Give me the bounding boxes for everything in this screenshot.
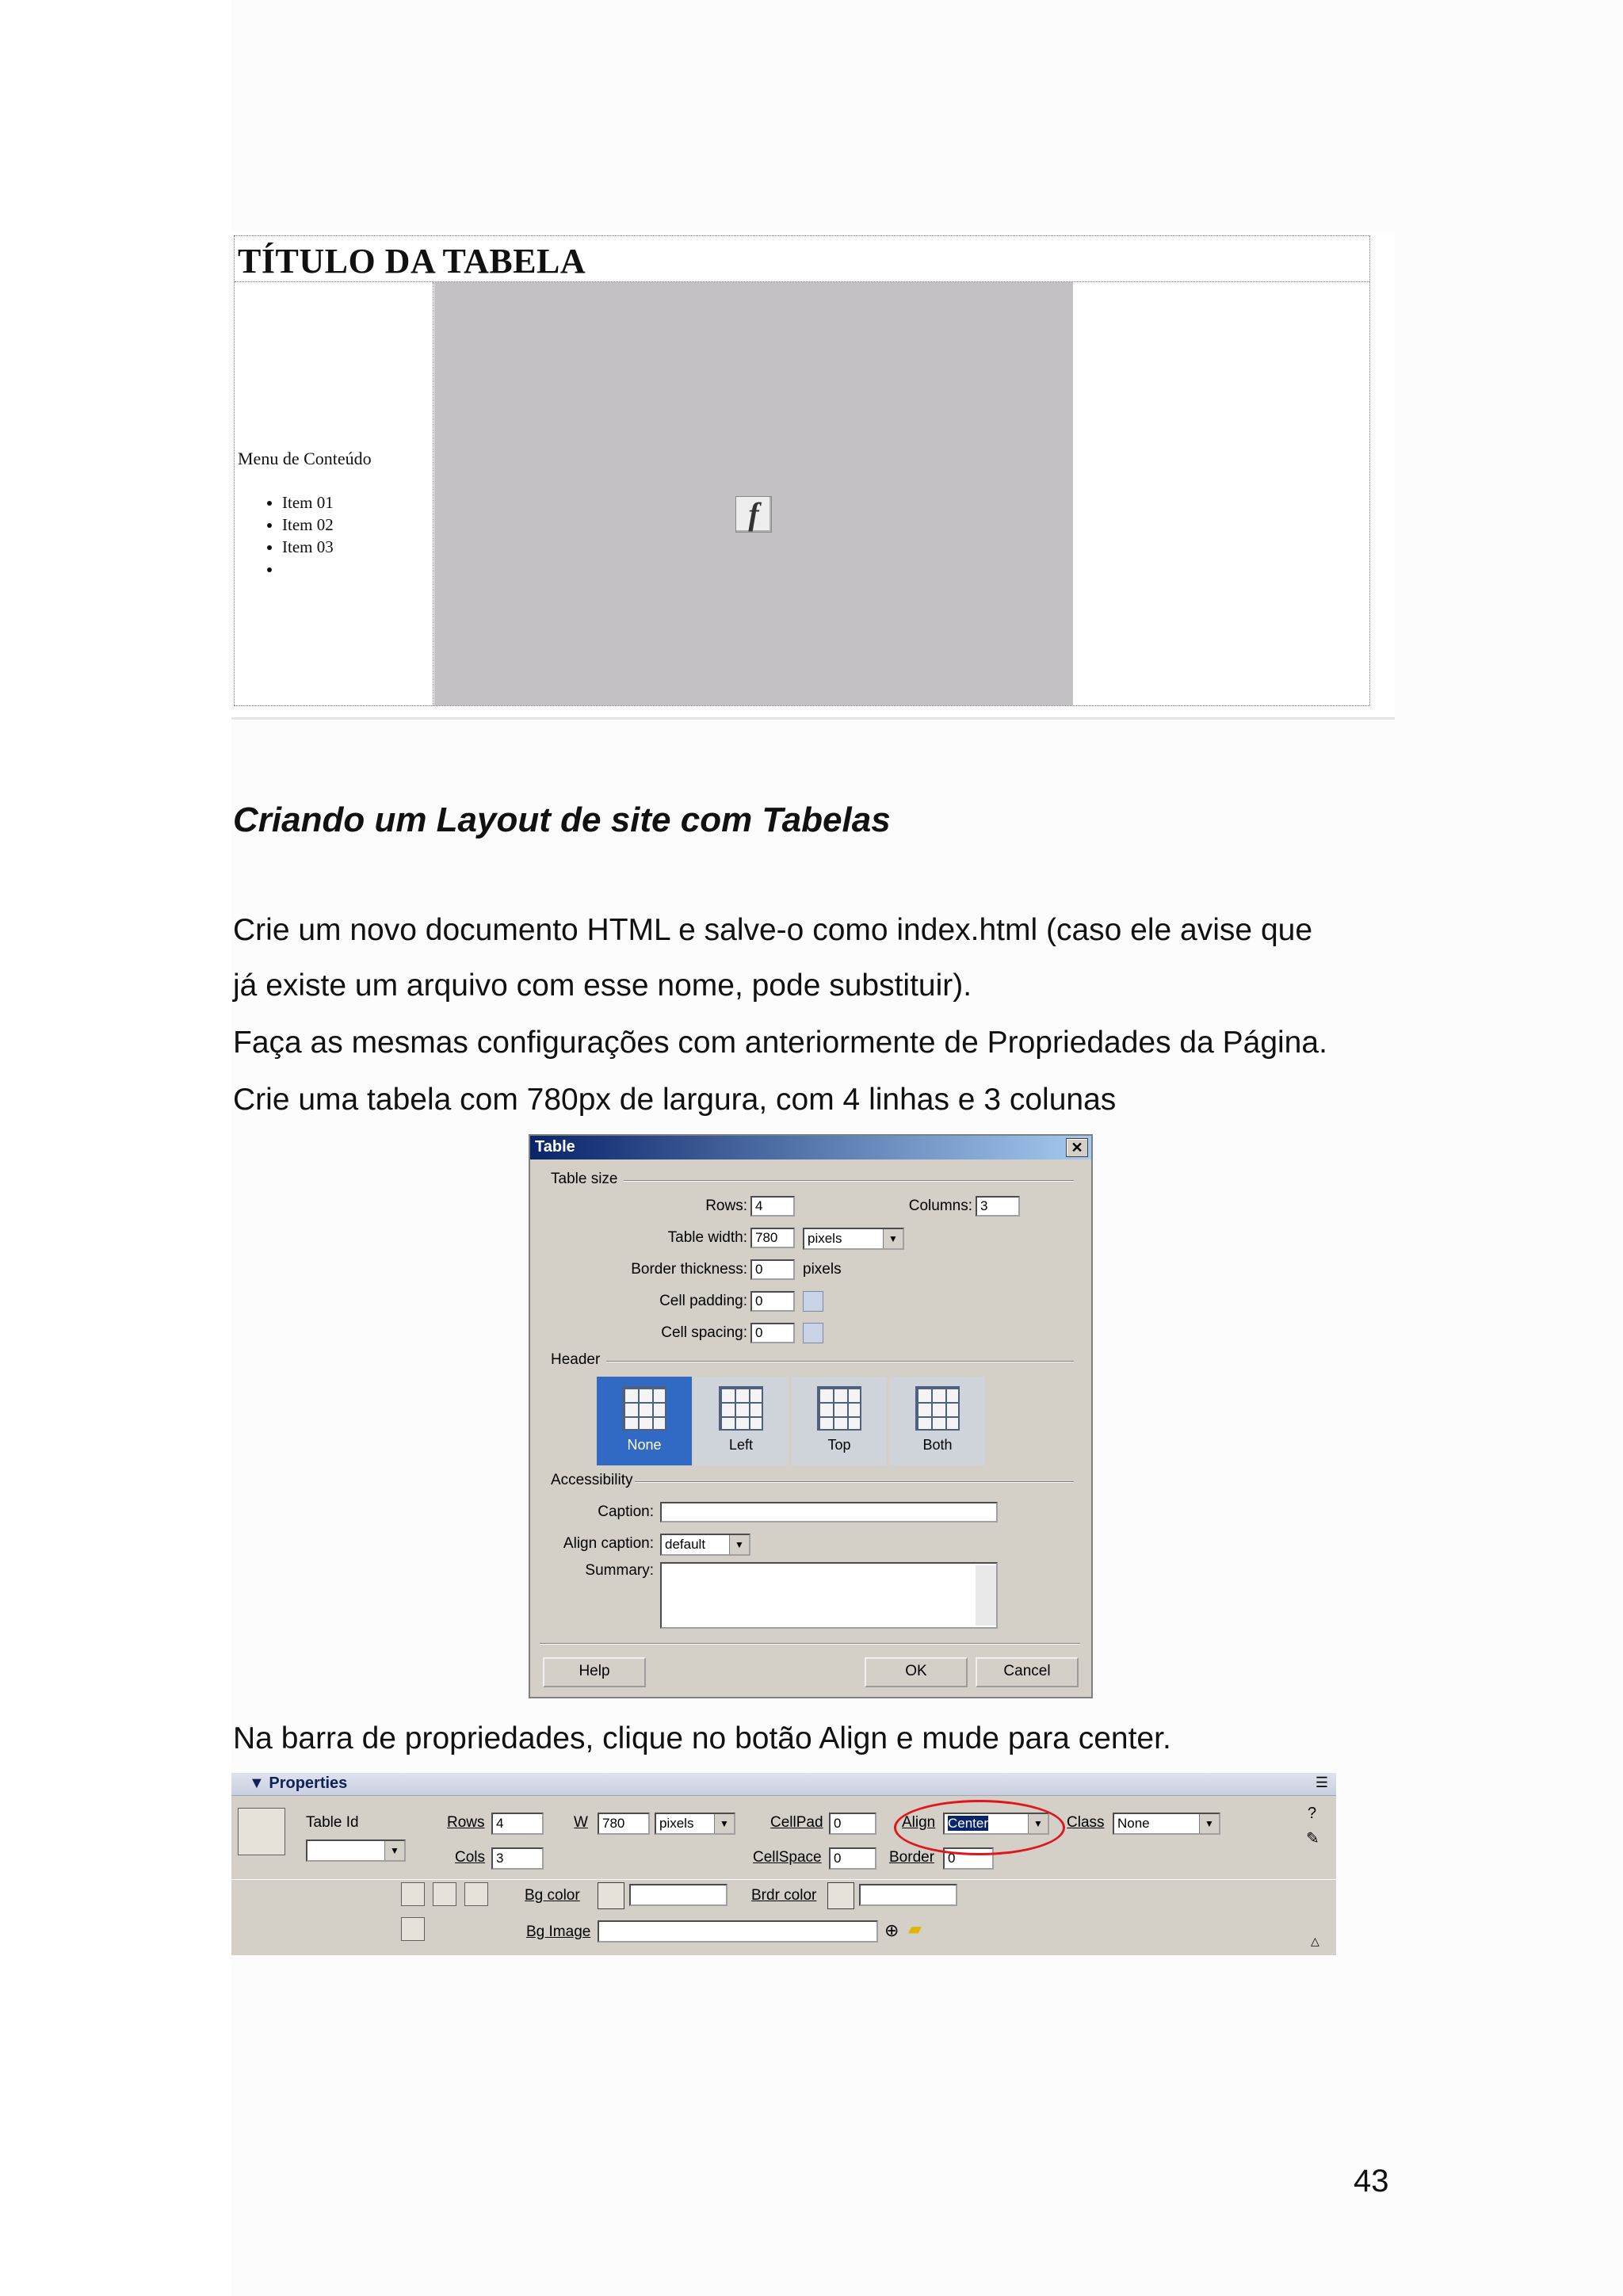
cell-spacing-field[interactable]: 0 (750, 1323, 795, 1343)
menu-item: • Item 02 (282, 514, 334, 536)
flash-placeholder (434, 282, 1073, 705)
flash-icon: f (735, 496, 772, 533)
chevron-down-icon[interactable]: ▼ (1199, 1814, 1219, 1833)
convert-width-percent-icon[interactable] (464, 1882, 488, 1906)
brdr-color-swatch[interactable] (827, 1882, 854, 1909)
border-thickness-label: Border thickness: (631, 1261, 747, 1278)
align-caption-value: default (665, 1537, 706, 1552)
header-option-label: None (627, 1437, 662, 1453)
menu-item: • Item 03 (282, 536, 334, 558)
cellspace-field[interactable]: 0 (829, 1847, 876, 1870)
folder-icon[interactable]: ▰ (908, 1919, 922, 1939)
chevron-down-icon[interactable]: ▼ (883, 1229, 903, 1248)
summary-textarea[interactable] (660, 1562, 998, 1629)
options-menu-icon[interactable]: ☰ (1315, 1775, 1328, 1790)
align-caption-label: Align caption: (563, 1535, 654, 1552)
table-id-select[interactable] (306, 1839, 406, 1862)
menu-item (282, 558, 334, 580)
table-none-icon (622, 1386, 666, 1431)
border-field[interactable]: 0 (943, 1847, 994, 1870)
table-left-icon (719, 1386, 763, 1431)
properties-header[interactable] (231, 1773, 1336, 1796)
edit-icon[interactable]: ✎ (1306, 1830, 1319, 1847)
collapse-icon[interactable]: △ (1311, 1935, 1319, 1947)
cell-spacing-icon (803, 1323, 823, 1343)
cancel-button[interactable]: Cancel (976, 1657, 1079, 1687)
w-unit-value: pixels (659, 1816, 694, 1831)
header-top-option[interactable] (792, 1377, 887, 1465)
brdr-color-label: Brdr color (751, 1887, 817, 1904)
width-unit-value: pixels (808, 1231, 842, 1246)
dialog-titlebar (530, 1136, 1091, 1159)
table-width-field[interactable]: 780 (750, 1228, 795, 1248)
columns-label: Columns: (908, 1198, 972, 1214)
paragraph-line: Faça as mesmas configurações com anteriormente de Propriedades da Página. (233, 1026, 1327, 1060)
header-option-label: Both (922, 1437, 953, 1453)
cell-padding-field[interactable]: 0 (750, 1291, 795, 1312)
cols-label: Cols (455, 1849, 486, 1866)
properties-title: ▼ Properties (249, 1775, 348, 1792)
table-size-label: Table size (551, 1171, 618, 1187)
paragraph-line: Crie uma tabela com 780px de largura, com 4 linhas e 3 colunas (233, 1083, 1117, 1117)
align-caption-select[interactable] (660, 1534, 750, 1556)
cellpad-field[interactable]: 0 (829, 1813, 876, 1835)
menu-list (266, 491, 334, 580)
divider (624, 1180, 1074, 1182)
rows-label: Rows: (705, 1198, 747, 1214)
chevron-down-icon[interactable]: ▼ (729, 1535, 749, 1554)
layout-table (234, 235, 1370, 706)
close-icon[interactable]: ✕ (1066, 1138, 1088, 1157)
summary-label: Summary: (585, 1562, 654, 1579)
caption-label: Caption: (598, 1503, 654, 1520)
clear-height-icon[interactable] (401, 1882, 425, 1906)
clear-width-icon[interactable] (401, 1917, 425, 1941)
header-option-label: Left (728, 1437, 754, 1453)
table-top-icon (817, 1386, 861, 1431)
caption-field[interactable] (660, 1502, 998, 1522)
divider (606, 1361, 1074, 1362)
paragraph-line: já existe um arquivo com esse nome, pode substituir). (233, 968, 972, 1003)
convert-width-pixels-icon[interactable] (433, 1882, 456, 1906)
target-icon[interactable]: ⊕ (884, 1920, 899, 1940)
header-option-label: Top (827, 1437, 851, 1453)
align-label: Align (902, 1814, 936, 1831)
chevron-down-icon[interactable]: ▼ (1028, 1814, 1048, 1833)
cell-padding-icon (803, 1291, 823, 1312)
instruction-text: Na barra de propriedades, clique no botão Align e mude para center. (233, 1721, 1171, 1755)
w-field[interactable]: 780 (598, 1813, 650, 1835)
section-heading: Criando um Layout de site com Tabelas (233, 800, 891, 839)
bg-color-field[interactable] (629, 1884, 727, 1906)
class-select[interactable] (1113, 1813, 1220, 1835)
header-left-option[interactable] (693, 1377, 789, 1465)
table-id-label: Table Id (306, 1814, 359, 1831)
accessibility-label: Accessibility (551, 1472, 633, 1488)
class-label: Class (1067, 1814, 1105, 1831)
properties-panel (231, 1773, 1336, 1955)
divider (540, 1643, 1080, 1645)
header-label: Header (551, 1351, 601, 1368)
table-icon (238, 1808, 285, 1855)
bg-color-swatch[interactable] (598, 1882, 624, 1909)
rows-label: Rows (447, 1814, 485, 1831)
cellspace-label: CellSpace (753, 1849, 822, 1866)
rows-field[interactable]: 4 (491, 1813, 544, 1835)
divider (635, 1481, 1074, 1483)
ok-button[interactable]: OK (865, 1657, 968, 1687)
cell-padding-label: Cell padding: (659, 1293, 747, 1309)
border-unit-label: pixels (803, 1261, 842, 1278)
cell-spacing-label: Cell spacing: (661, 1324, 747, 1341)
chevron-down-icon[interactable]: ▼ (384, 1841, 404, 1860)
header-both-option[interactable] (890, 1377, 985, 1465)
border-label: Border (889, 1849, 935, 1866)
design-view-screenshot (231, 232, 1395, 720)
bg-image-label: Bg Image (526, 1924, 591, 1940)
table-dialog (529, 1134, 1093, 1698)
paragraph-line: Crie um novo documento HTML e salve-o como index.html (caso ele avise que (233, 913, 1313, 947)
border-thickness-field[interactable]: 0 (750, 1259, 795, 1280)
bg-image-field[interactable] (598, 1920, 878, 1943)
summary-scrollbar[interactable] (976, 1565, 996, 1626)
chevron-down-icon[interactable]: ▼ (714, 1814, 734, 1833)
bg-color-label: Bg color (525, 1887, 580, 1904)
help-icon[interactable]: ? (1308, 1805, 1317, 1822)
dialog-title: Table (535, 1138, 575, 1156)
brdr-color-field[interactable] (859, 1884, 957, 1906)
page-number: 43 (1354, 2164, 1389, 2199)
align-value: Center (948, 1816, 989, 1831)
header-none-option[interactable] (597, 1377, 692, 1465)
w-unit-select[interactable] (655, 1813, 735, 1835)
menu-label: Menu de Conteúdo (238, 449, 372, 468)
rows-field[interactable]: 4 (750, 1196, 795, 1217)
columns-field[interactable]: 3 (976, 1196, 1020, 1217)
table-width-label: Table width: (667, 1229, 747, 1246)
cellpad-label: CellPad (770, 1814, 823, 1831)
table-both-icon (915, 1386, 960, 1431)
menu-cell (235, 282, 433, 705)
divider (231, 1879, 1336, 1880)
class-value: None (1117, 1816, 1150, 1831)
properties-title-text: Properties (269, 1775, 348, 1792)
menu-item: • Item 01 (282, 491, 334, 514)
table-title: TÍTULO DA TABELA (238, 242, 586, 281)
help-button[interactable]: Help (543, 1657, 646, 1687)
cols-field[interactable]: 3 (491, 1847, 544, 1870)
w-label: W (574, 1814, 588, 1831)
width-unit-select[interactable] (803, 1228, 904, 1250)
highlight-ellipse (894, 1800, 1065, 1855)
